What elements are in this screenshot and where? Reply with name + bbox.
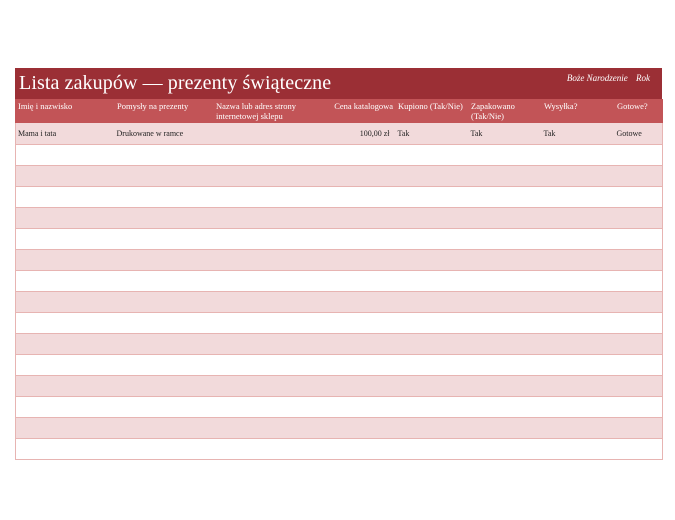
table-row bbox=[16, 123, 663, 144]
col-done-cell[interactable] bbox=[615, 333, 663, 354]
col-shipping-cell[interactable] bbox=[542, 291, 615, 312]
col-price-cell[interactable] bbox=[323, 249, 396, 270]
col-store-cell[interactable] bbox=[214, 396, 323, 417]
table-row bbox=[16, 312, 663, 333]
col-store-cell[interactable] bbox=[214, 354, 323, 375]
gift-shopping-list bbox=[15, 68, 662, 460]
shopping-table bbox=[15, 99, 663, 460]
col-shipping-cell[interactable] bbox=[542, 249, 615, 270]
col-bought-cell[interactable] bbox=[396, 186, 469, 207]
col-done-cell[interactable] bbox=[615, 144, 663, 165]
table-row bbox=[16, 207, 663, 228]
table-row bbox=[16, 249, 663, 270]
col-name-header: Imię i nazwisko bbox=[16, 99, 115, 123]
col-name-cell[interactable] bbox=[16, 270, 115, 291]
col-price-cell[interactable] bbox=[323, 417, 396, 438]
col-gift-ideas-cell[interactable] bbox=[115, 375, 214, 396]
table-row bbox=[16, 291, 663, 312]
col-store-cell[interactable] bbox=[214, 144, 323, 165]
col-name-cell[interactable] bbox=[16, 228, 115, 249]
col-done-cell[interactable] bbox=[615, 186, 663, 207]
col-gift-ideas-cell[interactable] bbox=[115, 438, 214, 459]
col-price-cell[interactable] bbox=[323, 207, 396, 228]
col-name-cell[interactable] bbox=[16, 354, 115, 375]
col-price-cell[interactable] bbox=[323, 144, 396, 165]
col-done-header: Gotowe? bbox=[615, 99, 663, 123]
col-name-cell[interactable] bbox=[16, 186, 115, 207]
col-gift-ideas-cell[interactable] bbox=[115, 417, 214, 438]
col-gift-ideas-cell[interactable] bbox=[115, 291, 214, 312]
col-bought-cell[interactable]: Tak bbox=[396, 123, 469, 144]
holiday-name[interactable]: Boże Narodzenie bbox=[566, 72, 628, 83]
col-shipping-cell[interactable] bbox=[542, 333, 615, 354]
col-price-cell[interactable] bbox=[323, 396, 396, 417]
col-price-cell[interactable] bbox=[323, 270, 396, 291]
col-wrapped-cell[interactable] bbox=[469, 438, 542, 459]
table-row bbox=[16, 186, 663, 207]
col-shipping-cell[interactable] bbox=[542, 270, 615, 291]
col-wrapped-cell[interactable] bbox=[469, 291, 542, 312]
col-gift-ideas-cell[interactable] bbox=[115, 186, 214, 207]
table-row bbox=[16, 396, 663, 417]
col-done-cell[interactable]: Gotowe bbox=[615, 123, 663, 144]
col-gift-ideas-cell[interactable] bbox=[115, 396, 214, 417]
col-done-cell[interactable] bbox=[615, 375, 663, 396]
col-shipping-cell[interactable] bbox=[542, 186, 615, 207]
table-row bbox=[16, 354, 663, 375]
col-store-cell[interactable] bbox=[214, 270, 323, 291]
col-done-cell[interactable] bbox=[615, 228, 663, 249]
col-gift-ideas-cell[interactable] bbox=[115, 228, 214, 249]
col-name-cell[interactable] bbox=[16, 249, 115, 270]
col-name-cell[interactable] bbox=[16, 333, 115, 354]
col-bought-cell[interactable] bbox=[396, 228, 469, 249]
col-bought-cell[interactable] bbox=[396, 312, 469, 333]
col-price-cell[interactable] bbox=[323, 312, 396, 333]
col-shipping-cell[interactable] bbox=[542, 438, 615, 459]
col-done-cell[interactable] bbox=[615, 207, 663, 228]
col-store-cell[interactable] bbox=[214, 291, 323, 312]
col-bought-cell[interactable] bbox=[396, 291, 469, 312]
col-wrapped-cell[interactable] bbox=[469, 207, 542, 228]
col-price-cell[interactable] bbox=[323, 228, 396, 249]
col-bought-cell[interactable] bbox=[396, 144, 469, 165]
col-bought-cell[interactable] bbox=[396, 375, 469, 396]
col-shipping-cell[interactable]: Tak bbox=[542, 123, 615, 144]
table-body bbox=[16, 123, 663, 459]
col-wrapped-cell[interactable] bbox=[469, 144, 542, 165]
col-price-header: Cena katalogowa bbox=[323, 99, 396, 123]
col-name-cell[interactable] bbox=[16, 207, 115, 228]
col-store-cell[interactable] bbox=[214, 165, 323, 186]
col-store-cell[interactable] bbox=[214, 438, 323, 459]
table-row bbox=[16, 165, 663, 186]
col-bought-header: Kupiono (Tak/Nie) bbox=[396, 99, 469, 123]
col-done-cell[interactable] bbox=[615, 270, 663, 291]
col-store-cell[interactable] bbox=[214, 207, 323, 228]
col-bought-cell[interactable] bbox=[396, 417, 469, 438]
col-wrapped-cell[interactable] bbox=[469, 165, 542, 186]
col-name-cell[interactable]: Mama i tata bbox=[16, 123, 115, 144]
col-price-cell[interactable] bbox=[323, 354, 396, 375]
col-store-cell[interactable] bbox=[214, 312, 323, 333]
col-price-cell[interactable] bbox=[323, 165, 396, 186]
col-name-cell[interactable] bbox=[16, 291, 115, 312]
col-done-cell[interactable] bbox=[615, 354, 663, 375]
col-price-cell[interactable] bbox=[323, 186, 396, 207]
col-name-cell[interactable] bbox=[16, 438, 115, 459]
subtitle bbox=[567, 73, 650, 83]
col-bought-cell[interactable] bbox=[396, 354, 469, 375]
col-price-cell[interactable] bbox=[323, 333, 396, 354]
col-shipping-header: Wysyłka? bbox=[542, 99, 615, 123]
col-wrapped-cell[interactable] bbox=[469, 228, 542, 249]
col-price-cell[interactable] bbox=[323, 375, 396, 396]
col-store-cell[interactable] bbox=[214, 228, 323, 249]
col-store-header: Nazwa lub adres strony internetowej sklepu bbox=[214, 99, 323, 123]
col-gift-ideas-header: Pomysły na prezenty bbox=[115, 99, 214, 123]
col-done-cell[interactable] bbox=[615, 165, 663, 186]
col-done-cell[interactable] bbox=[615, 291, 663, 312]
header-row bbox=[16, 99, 663, 123]
col-wrapped-cell[interactable] bbox=[469, 396, 542, 417]
col-bought-cell[interactable] bbox=[396, 438, 469, 459]
col-done-cell[interactable] bbox=[615, 396, 663, 417]
col-shipping-cell[interactable] bbox=[542, 165, 615, 186]
col-shipping-cell[interactable] bbox=[542, 375, 615, 396]
col-gift-ideas-cell[interactable] bbox=[115, 207, 214, 228]
table-row bbox=[16, 417, 663, 438]
col-wrapped-cell[interactable] bbox=[469, 375, 542, 396]
col-name-cell[interactable] bbox=[16, 144, 115, 165]
col-shipping-cell[interactable] bbox=[542, 417, 615, 438]
col-gift-ideas-cell[interactable]: Drukowane w ramce bbox=[115, 123, 214, 144]
col-wrapped-cell[interactable] bbox=[469, 270, 542, 291]
table-row bbox=[16, 438, 663, 459]
col-wrapped-header: Zapakowano (Tak/Nie) bbox=[469, 99, 542, 123]
table-row bbox=[16, 333, 663, 354]
col-bought-cell[interactable] bbox=[396, 396, 469, 417]
col-shipping-cell[interactable] bbox=[542, 312, 615, 333]
col-name-cell[interactable] bbox=[16, 312, 115, 333]
table-row bbox=[16, 375, 663, 396]
col-name-cell[interactable] bbox=[16, 417, 115, 438]
col-name-cell[interactable] bbox=[16, 375, 115, 396]
col-bought-cell[interactable] bbox=[396, 249, 469, 270]
col-gift-ideas-cell[interactable] bbox=[115, 354, 214, 375]
col-bought-cell[interactable] bbox=[396, 207, 469, 228]
col-done-cell[interactable] bbox=[615, 312, 663, 333]
col-done-cell[interactable] bbox=[615, 438, 663, 459]
col-done-cell[interactable] bbox=[615, 249, 663, 270]
col-gift-ideas-cell[interactable] bbox=[115, 165, 214, 186]
col-gift-ideas-cell[interactable] bbox=[115, 249, 214, 270]
table-row bbox=[16, 144, 663, 165]
title-bar bbox=[15, 68, 662, 99]
year-field[interactable]: Rok bbox=[636, 72, 650, 83]
col-shipping-cell[interactable] bbox=[542, 144, 615, 165]
col-name-cell[interactable] bbox=[16, 165, 115, 186]
col-price-cell[interactable] bbox=[323, 291, 396, 312]
col-bought-cell[interactable] bbox=[396, 165, 469, 186]
col-shipping-cell[interactable] bbox=[542, 354, 615, 375]
col-store-cell[interactable] bbox=[214, 333, 323, 354]
page-title: Lista zakupów — prezenty świąteczne bbox=[19, 72, 332, 94]
col-shipping-cell[interactable] bbox=[542, 396, 615, 417]
col-gift-ideas-cell[interactable] bbox=[115, 312, 214, 333]
col-gift-ideas-cell[interactable] bbox=[115, 270, 214, 291]
col-gift-ideas-cell[interactable] bbox=[115, 333, 214, 354]
col-store-cell[interactable] bbox=[214, 186, 323, 207]
col-wrapped-cell[interactable] bbox=[469, 186, 542, 207]
col-name-cell[interactable] bbox=[16, 396, 115, 417]
col-bought-cell[interactable] bbox=[396, 333, 469, 354]
col-wrapped-cell[interactable] bbox=[469, 249, 542, 270]
table-row bbox=[16, 270, 663, 291]
col-shipping-cell[interactable] bbox=[542, 228, 615, 249]
col-store-cell[interactable] bbox=[214, 123, 323, 144]
col-wrapped-cell[interactable] bbox=[469, 333, 542, 354]
col-store-cell[interactable] bbox=[214, 375, 323, 396]
col-bought-cell[interactable] bbox=[396, 270, 469, 291]
col-shipping-cell[interactable] bbox=[542, 207, 615, 228]
col-gift-ideas-cell[interactable] bbox=[115, 144, 214, 165]
col-store-cell[interactable] bbox=[214, 249, 323, 270]
col-done-cell[interactable] bbox=[615, 417, 663, 438]
col-wrapped-cell[interactable] bbox=[469, 417, 542, 438]
col-wrapped-cell[interactable] bbox=[469, 354, 542, 375]
table-row bbox=[16, 228, 663, 249]
col-wrapped-cell[interactable]: Tak bbox=[469, 123, 542, 144]
col-price-cell[interactable] bbox=[323, 438, 396, 459]
col-wrapped-cell[interactable] bbox=[469, 312, 542, 333]
col-price-cell[interactable]: 100,00 zł bbox=[323, 123, 396, 144]
col-store-cell[interactable] bbox=[214, 417, 323, 438]
